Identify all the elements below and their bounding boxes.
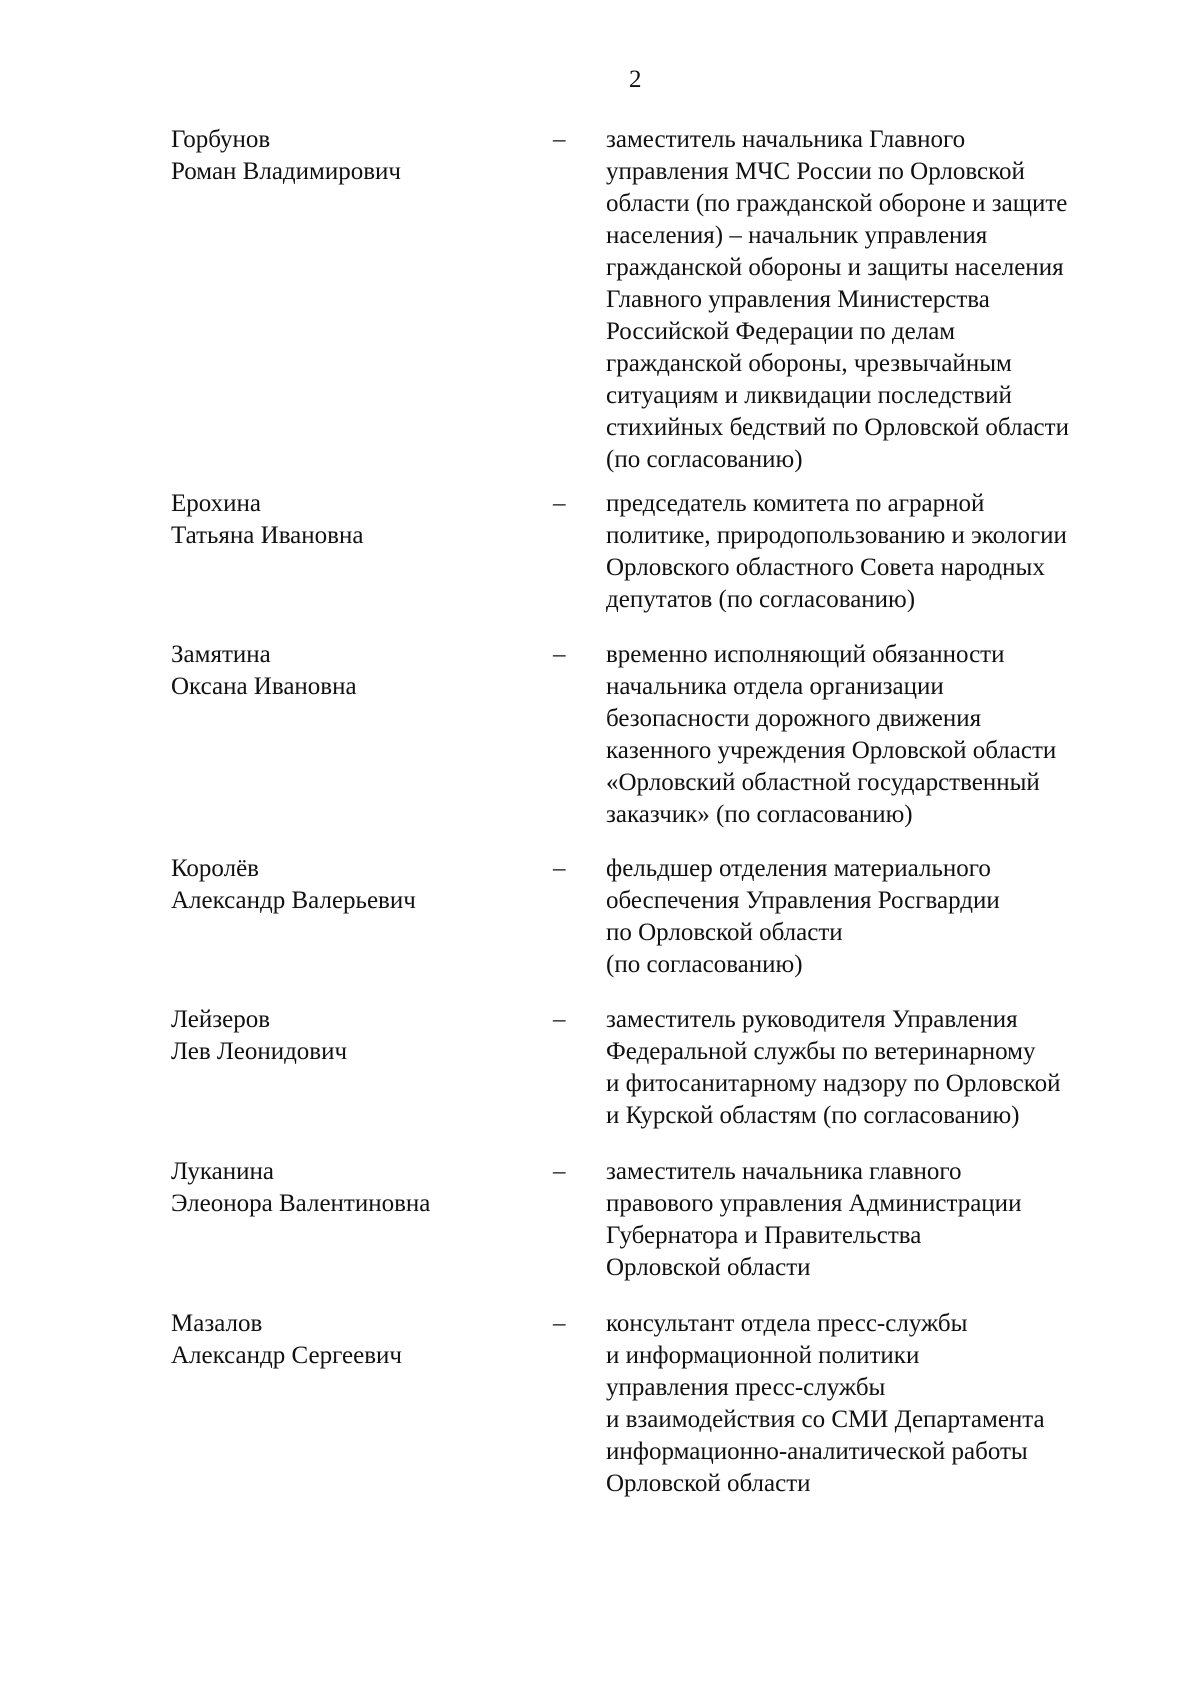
position-line: управления МЧС России по Орловской — [606, 158, 1025, 185]
separator-dash: – — [553, 126, 566, 153]
member-position — [606, 853, 1146, 981]
member-given-names: Роман Владимирович — [171, 158, 401, 185]
member-given-names: Элеонора Валентиновна — [171, 1190, 431, 1217]
position-line: и фитосанитарному надзору по Орловской — [606, 1070, 1061, 1097]
position-line: безопасности дорожного движения — [606, 705, 982, 732]
position-line: Главного управления Министерства — [606, 286, 990, 313]
member-surname: Горбунов — [171, 126, 271, 153]
position-line: «Орловский областной государственный — [606, 769, 1040, 796]
position-line: заместитель начальника главного — [606, 1158, 962, 1185]
position-line: заказчик» (по согласованию) — [606, 801, 913, 828]
position-line: депутатов (по согласованию) — [606, 586, 916, 613]
position-line: Орловской области — [606, 1470, 811, 1497]
position-line: управления пресс-службы — [606, 1374, 886, 1401]
separator-dash: – — [553, 490, 566, 517]
position-line: обеспечения Управления Росгвардии — [606, 887, 1000, 914]
position-line: заместитель руководителя Управления — [606, 1006, 1018, 1033]
member-name — [171, 853, 531, 917]
position-line: и взаимодействия со СМИ Департамента — [606, 1406, 1045, 1433]
position-line: Губернатора и Правительства — [606, 1222, 922, 1249]
page-number: 2 — [629, 66, 642, 93]
position-line: (по согласованию) — [606, 446, 803, 473]
position-line: Орловского областного Совета народных — [606, 554, 1045, 581]
member-name — [171, 1156, 531, 1220]
separator-dash: – — [553, 1006, 566, 1033]
separator-dash: – — [553, 855, 566, 882]
member-given-names: Оксана Ивановна — [171, 673, 357, 700]
member-position — [606, 639, 1146, 831]
member-surname: Лейзеров — [171, 1006, 271, 1033]
member-name — [171, 1004, 531, 1068]
member-name — [171, 639, 531, 703]
separator-dash: – — [553, 641, 566, 668]
position-line: населения) – начальник управления — [606, 222, 988, 249]
position-line: фельдшер отделения материального — [606, 855, 991, 882]
member-surname: Замятина — [171, 641, 271, 668]
position-line: стихийных бедствий по Орловской области — [606, 414, 1069, 441]
member-given-names: Александр Сергеевич — [171, 1342, 402, 1369]
member-name — [171, 1308, 531, 1372]
member-given-names: Александр Валерьевич — [171, 887, 416, 914]
member-position — [606, 1308, 1146, 1500]
member-given-names: Лев Леонидович — [171, 1038, 348, 1065]
position-line: Российской Федерации по делам — [606, 318, 956, 345]
member-position — [606, 1004, 1146, 1132]
position-line: и информационной политики — [606, 1342, 920, 1369]
member-position — [606, 488, 1146, 616]
position-line: политике, природопользованию и экологии — [606, 522, 1067, 549]
position-line: Федеральной службы по ветеринарному — [606, 1038, 1036, 1065]
position-line: (по согласованию) — [606, 951, 803, 978]
position-line: ситуациям и ликвидации последствий — [606, 382, 1012, 409]
member-surname: Ерохина — [171, 490, 262, 517]
member-given-names: Татьяна Ивановна — [171, 522, 364, 549]
position-line: заместитель начальника Главного — [606, 126, 966, 153]
member-name — [171, 124, 531, 188]
position-line: области (по гражданской обороне и защите — [606, 190, 1068, 217]
member-surname: Королёв — [171, 855, 259, 882]
position-line: информационно-аналитической работы — [606, 1438, 1028, 1465]
position-line: председатель комитета по аграрной — [606, 490, 985, 517]
position-line: гражданской обороны, чрезвычайным — [606, 350, 1012, 377]
separator-dash: – — [553, 1310, 566, 1337]
position-line: по Орловской области — [606, 919, 843, 946]
position-line: начальника отдела организации — [606, 673, 944, 700]
position-line: правового управления Администрации — [606, 1190, 1022, 1217]
position-line: временно исполняющий обязанности — [606, 641, 1005, 668]
member-surname: Луканина — [171, 1158, 274, 1185]
position-line: Орловской области — [606, 1254, 811, 1281]
member-position — [606, 1156, 1146, 1284]
position-line: гражданской обороны и защиты населения — [606, 254, 1064, 281]
position-line: казенного учреждения Орловской области — [606, 737, 1057, 764]
position-line: и Курской областям (по согласованию) — [606, 1102, 1020, 1129]
member-name — [171, 488, 531, 552]
position-line: консультант отдела пресс-службы — [606, 1310, 968, 1337]
member-surname: Мазалов — [171, 1310, 263, 1337]
member-position — [606, 124, 1146, 476]
separator-dash: – — [553, 1158, 566, 1185]
